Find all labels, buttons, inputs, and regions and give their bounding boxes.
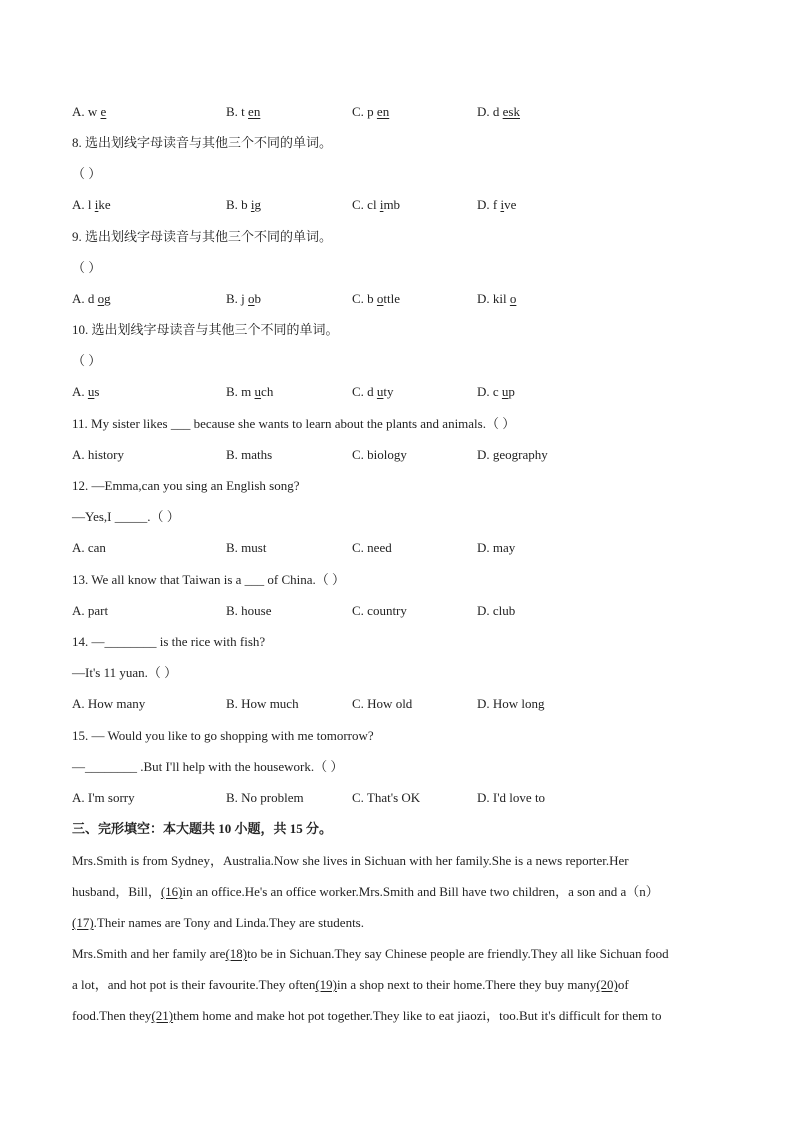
q12-option-c[interactable]: C. need [352, 540, 392, 555]
passage-line-5: a lot，and hot pot is their favourite.They often(19)in a shop next to their home.There they buy many(20)of [72, 977, 629, 992]
blank-16[interactable]: (16) [160, 884, 183, 899]
q12-stem: 12. —Emma,can you sing an English song? [72, 478, 300, 493]
q15-option-d[interactable]: D. I'd love to [477, 790, 546, 805]
passage-line-1: Mrs.Smith is from Sydney，Australia.Now she lives in Sichuan with her family.She is a news reporter.Her [72, 853, 629, 868]
q9-option-b[interactable]: B. j ob [226, 291, 262, 306]
q13-option-a[interactable]: A. part [72, 603, 109, 618]
q14-option-a[interactable]: A. How many [72, 696, 146, 711]
q11-stem: 11. My sister likes ___ because she wants to learn about the plants and animals.（ ） [72, 416, 516, 431]
q7-options [72, 103, 732, 121]
q15-option-a[interactable]: A. I'm sorry [72, 790, 135, 805]
q12-reply: —Yes,I _____.（ ） [72, 509, 180, 524]
q10-option-a[interactable]: A. us [72, 384, 100, 399]
blank-18[interactable]: (18) [225, 946, 248, 961]
q8-option-c[interactable]: C. cl imb [352, 197, 401, 212]
q10-answer-paren[interactable]: （ ） [72, 353, 102, 368]
q13-option-c[interactable]: C. country [352, 603, 407, 618]
blank-19[interactable]: (19) [315, 977, 337, 992]
q9-stem: 9. 选出划线字母读音与其他三个不同的单词。 [72, 229, 333, 244]
q13-options [72, 602, 732, 620]
q8-answer-paren[interactable]: （ ） [72, 166, 102, 181]
q7-option-b[interactable]: B. t en [226, 104, 261, 119]
q12-option-b[interactable]: B. must [226, 540, 267, 555]
q8-stem: 8. 选出划线字母读音与其他三个不同的单词。 [72, 135, 333, 150]
q10-stem: 10. 选出划线字母读音与其他三个不同的单词。 [72, 322, 339, 337]
q15-options [72, 789, 732, 807]
q11-option-a[interactable]: A. history [72, 447, 124, 462]
q7-option-a[interactable]: A. w e [72, 104, 107, 119]
q9-option-a[interactable]: A. d og [72, 291, 111, 306]
q15-reply: —________ .But I'll help with the housework.（ ） [72, 759, 344, 774]
q7-option-c[interactable]: C. p en [352, 104, 390, 119]
q8-option-a[interactable]: A. l ike [72, 197, 111, 212]
q10-option-b[interactable]: B. m uch [226, 384, 274, 399]
q14-reply: —It's 11 yuan.（ ） [72, 665, 178, 680]
q10-option-c[interactable]: C. d uty [352, 384, 394, 399]
blank-21[interactable]: (21) [151, 1008, 174, 1023]
q14-option-b[interactable]: B. How much [226, 696, 299, 711]
passage-line-6: food.Then they(21)them home and make hot pot together.They like to eat jiaozi，too.But it's difficult for them to [72, 1008, 662, 1023]
q13-option-d[interactable]: D. club [477, 603, 516, 618]
q11-options [72, 446, 732, 464]
q9-answer-paren[interactable]: （ ） [72, 260, 102, 275]
q7-option-d[interactable]: D. d esk [477, 104, 520, 119]
q14-option-c[interactable]: C. How old [352, 696, 413, 711]
q9-options [72, 290, 732, 308]
q14-options [72, 695, 732, 713]
q8-option-d[interactable]: D. f ive [477, 197, 517, 212]
q11-option-c[interactable]: C. biology [352, 447, 407, 462]
q12-option-d[interactable]: D. may [477, 540, 516, 555]
q11-option-d[interactable]: D. geography [477, 447, 548, 462]
q9-option-c[interactable]: C. b ottle [352, 291, 401, 306]
q15-stem: 15. — Would you like to go shopping with me tomorrow? [72, 728, 374, 743]
q9-option-d[interactable]: D. kil o [477, 291, 517, 306]
blank-20[interactable]: (20) [596, 977, 618, 992]
q8-option-b[interactable]: B. b ig [226, 197, 262, 212]
q13-option-b[interactable]: B. house [226, 603, 272, 618]
passage-line-4: Mrs.Smith and her family are(18)to be in Sichuan.They say Chinese people are friendly.They all like Sichuan food [72, 946, 669, 961]
q15-option-c[interactable]: C. That's OK [352, 790, 421, 805]
q13-stem: 13. We all know that Taiwan is a ___ of China.（ ） [72, 572, 346, 587]
section-3-heading: 三、完形填空：本大题共 10 小题，共 15 分。 [72, 821, 333, 836]
q8-options [72, 196, 732, 214]
q15-option-b[interactable]: B. No problem [226, 790, 304, 805]
q12-options [72, 539, 732, 557]
passage-line-2: husband，Bill，(16)in an office.He's an office worker.Mrs.Smith and Bill have two children，a son and a（n） [72, 884, 659, 899]
q12-option-a[interactable]: A. can [72, 540, 106, 555]
q14-option-d[interactable]: D. How long [477, 696, 545, 711]
blank-17[interactable]: (17) [72, 915, 94, 930]
q10-option-d[interactable]: D. c up [477, 384, 515, 399]
q11-option-b[interactable]: B. maths [226, 447, 273, 462]
passage-line-3: (17).Their names are Tony and Linda.They are students. [72, 915, 364, 930]
q10-options [72, 383, 732, 401]
q14-stem: 14. —________ is the rice with fish? [72, 634, 266, 649]
